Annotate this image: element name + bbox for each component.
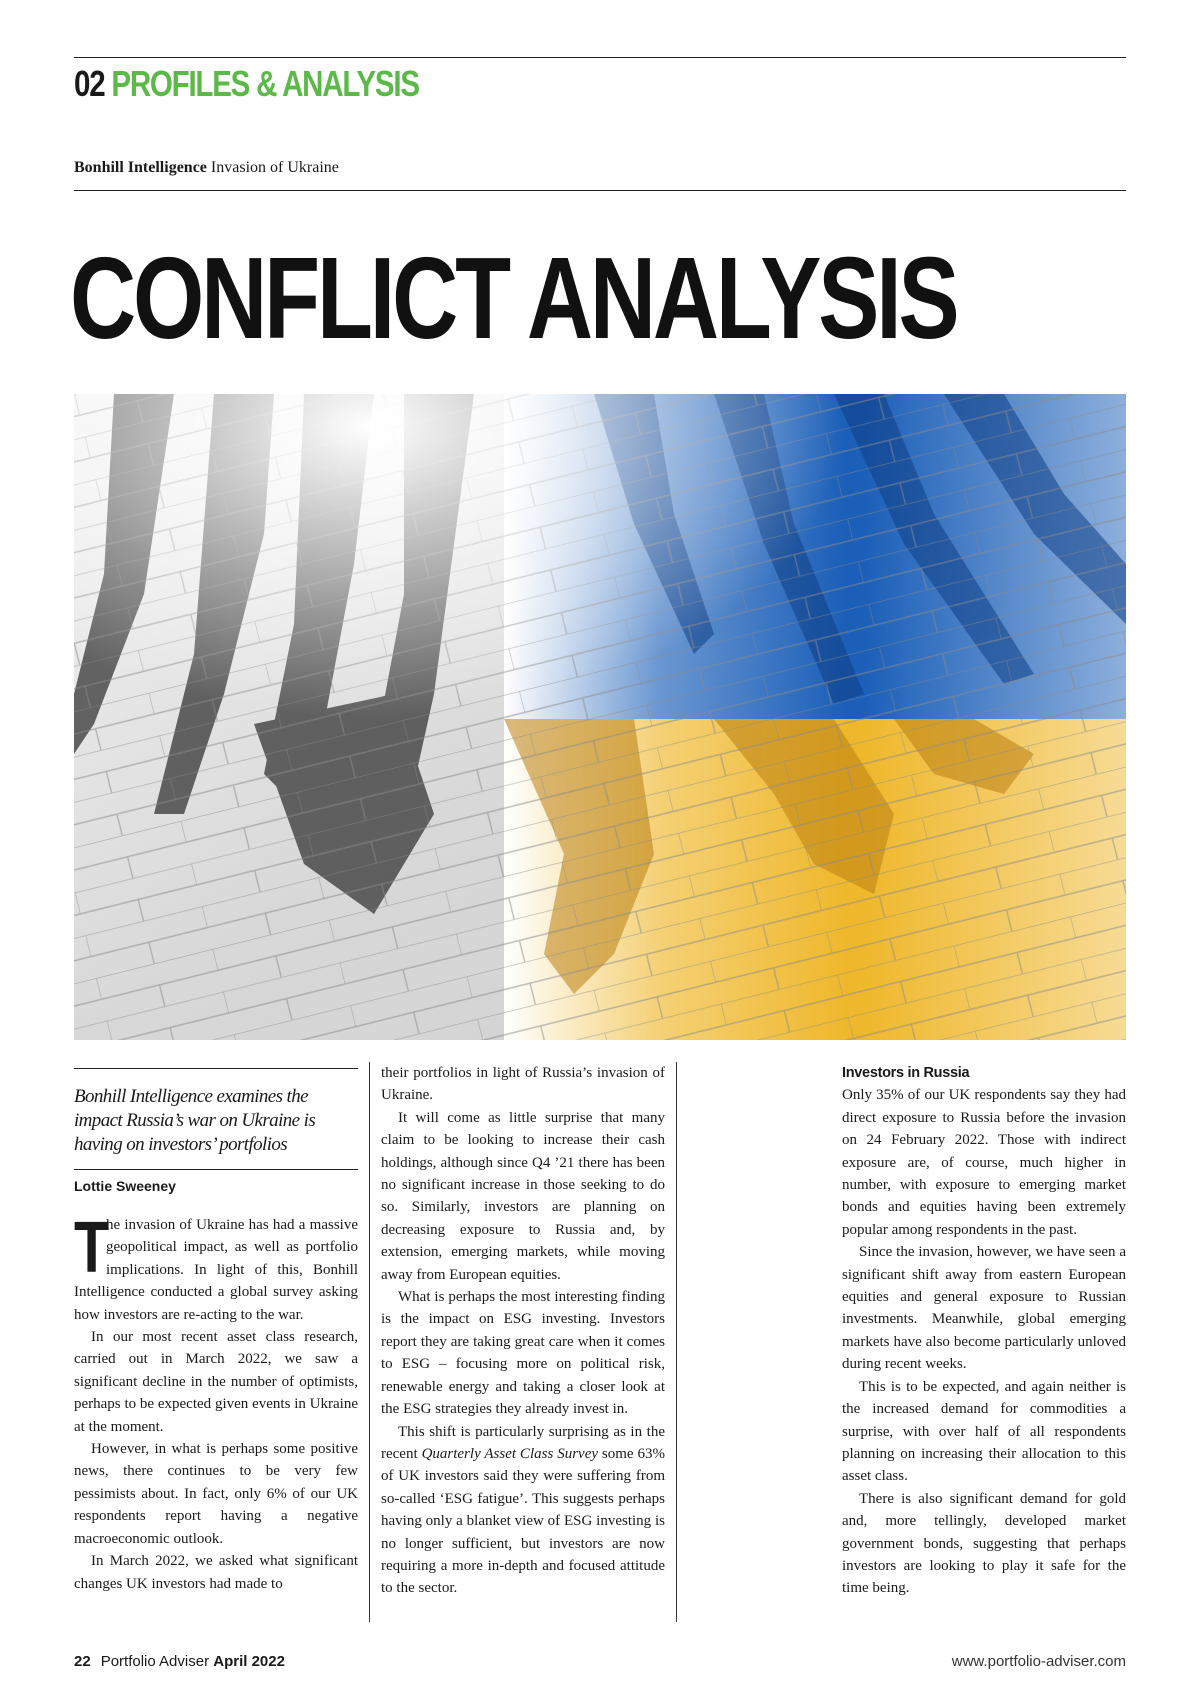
standfirst-top-rule [74,1068,358,1069]
column-divider-1 [369,1062,370,1622]
byline: Lottie Sweeney [74,1169,358,1196]
paragraph-11: There is also significant demand for gold and, more tellingly, developed market government bonds, suggesting that perhaps investors are looking to play it safe for the time being. [842,1490,1126,1597]
section-header [74,62,419,106]
hero-image [74,394,1126,1040]
footer-url: www.portfolio-adviser.com [951,1653,1126,1670]
section-number: 02 [74,63,105,104]
kicker-topic: Invasion of Ukraine [210,159,339,176]
page-number: 22 [74,1653,91,1670]
paragraph-3: However, in what is perhaps some positive news, there continues to be very few pessimists about. In fact, only 6% of our UK respondents report having a negative macroeconomic outlook. [74,1441,358,1547]
paragraph-7-b: some 63% of UK investors said they were suffering from so-called ‘ESG fatigue’. This suggests perhaps having only a blanket view of ESG investing is no longer sufficient, but investors are now requiring a more in-depth and focused attitude to the sector. [381,1445,665,1597]
column-3 [842,1062,1126,1600]
paragraph-7 [381,1421,665,1600]
hero-shadows-flag-graphic [74,394,1126,1040]
paragraph-8: Only 35% of our UK respondents say they had direct exposure to Russia before the invasion on 24 February 2022. Those with indirect exposure are, of course, much higher in number, with exposure to emerging market bonds and equities having been extremely popular among respondents in the past. [842,1087,1126,1238]
section-label: PROFILES & ANALYSIS [111,63,419,104]
column-2 [381,1062,665,1600]
drop-cap: T [74,1208,110,1288]
paragraph-1 [74,1208,358,1326]
kicker-rule [74,190,1126,191]
paragraph-4-start: In March 2022, we asked what significant changes UK investors had made to [74,1553,358,1592]
paragraph-7-a: This shift is particularly surprising as in the recent [381,1423,665,1462]
paragraph-10: This is to be expected, and again neither is the increased demand for commodities a surprise, with over half of all respondents planning on increasing their allocation to this asset class. [842,1378,1126,1485]
footer-left [74,1652,285,1672]
paragraph-9: Since the invasion, however, we have seen a significant shift away from eastern European equities and general exposure to Russian investments. Meanwhile, global emerging markets have also become particularly unloved during recent weeks. [842,1244,1126,1373]
kicker [74,156,339,180]
subhead-investors-in-russia: Investors in Russia [842,1065,970,1081]
paragraph-5: It will come as little surprise that many claim to be looking to increase their cash holdings, although since Q4 ’21 there has been no significant increase in those seeking to do so. Similarly, investors are planning on decreasing exposure to Russia and, by extension, emerging markets, while moving away from European equities. [381,1109,665,1283]
paragraph-6: What is perhaps the most interesting finding is the impact on ESG investing. Investors report they are taking great care when it comes to ESG – focusing more on political risk, renewable energy and taking a closer look at the ESG strategies they already invest in. [381,1289,665,1418]
paragraph-2: In our most recent asset class research, carried out in March 2022, we saw a significant decline in the number of optimists, perhaps to be expected given events in Ukraine at the moment. [74,1329,358,1435]
publication-name: Portfolio Adviser [100,1653,210,1670]
paragraph-4-end: their portfolios in light of Russia’s invasion of Ukraine. [381,1065,665,1104]
issue-date: April 2022 [213,1653,285,1670]
standfirst: Bonhill Intelligence examines the impact Russia’s war on Ukraine is having on investors’ portfolios [74,1086,316,1155]
paragraph-1-text: he invasion of Ukraine has had a massive geopolitical impact, as well as portfolio implications. In light of this, Bonhill Intelligence conducted a global survey asking how investors are re-acting to the war. [74,1217,358,1323]
survey-title: Quarterly Asset Class Survey [421,1445,599,1462]
column-divider-2 [676,1062,677,1622]
kicker-brand: Bonhill Intelligence [74,159,207,176]
column-1 [74,1068,358,1595]
top-rule [74,57,1126,58]
headline: CONFLICT ANALYSIS [70,233,957,363]
